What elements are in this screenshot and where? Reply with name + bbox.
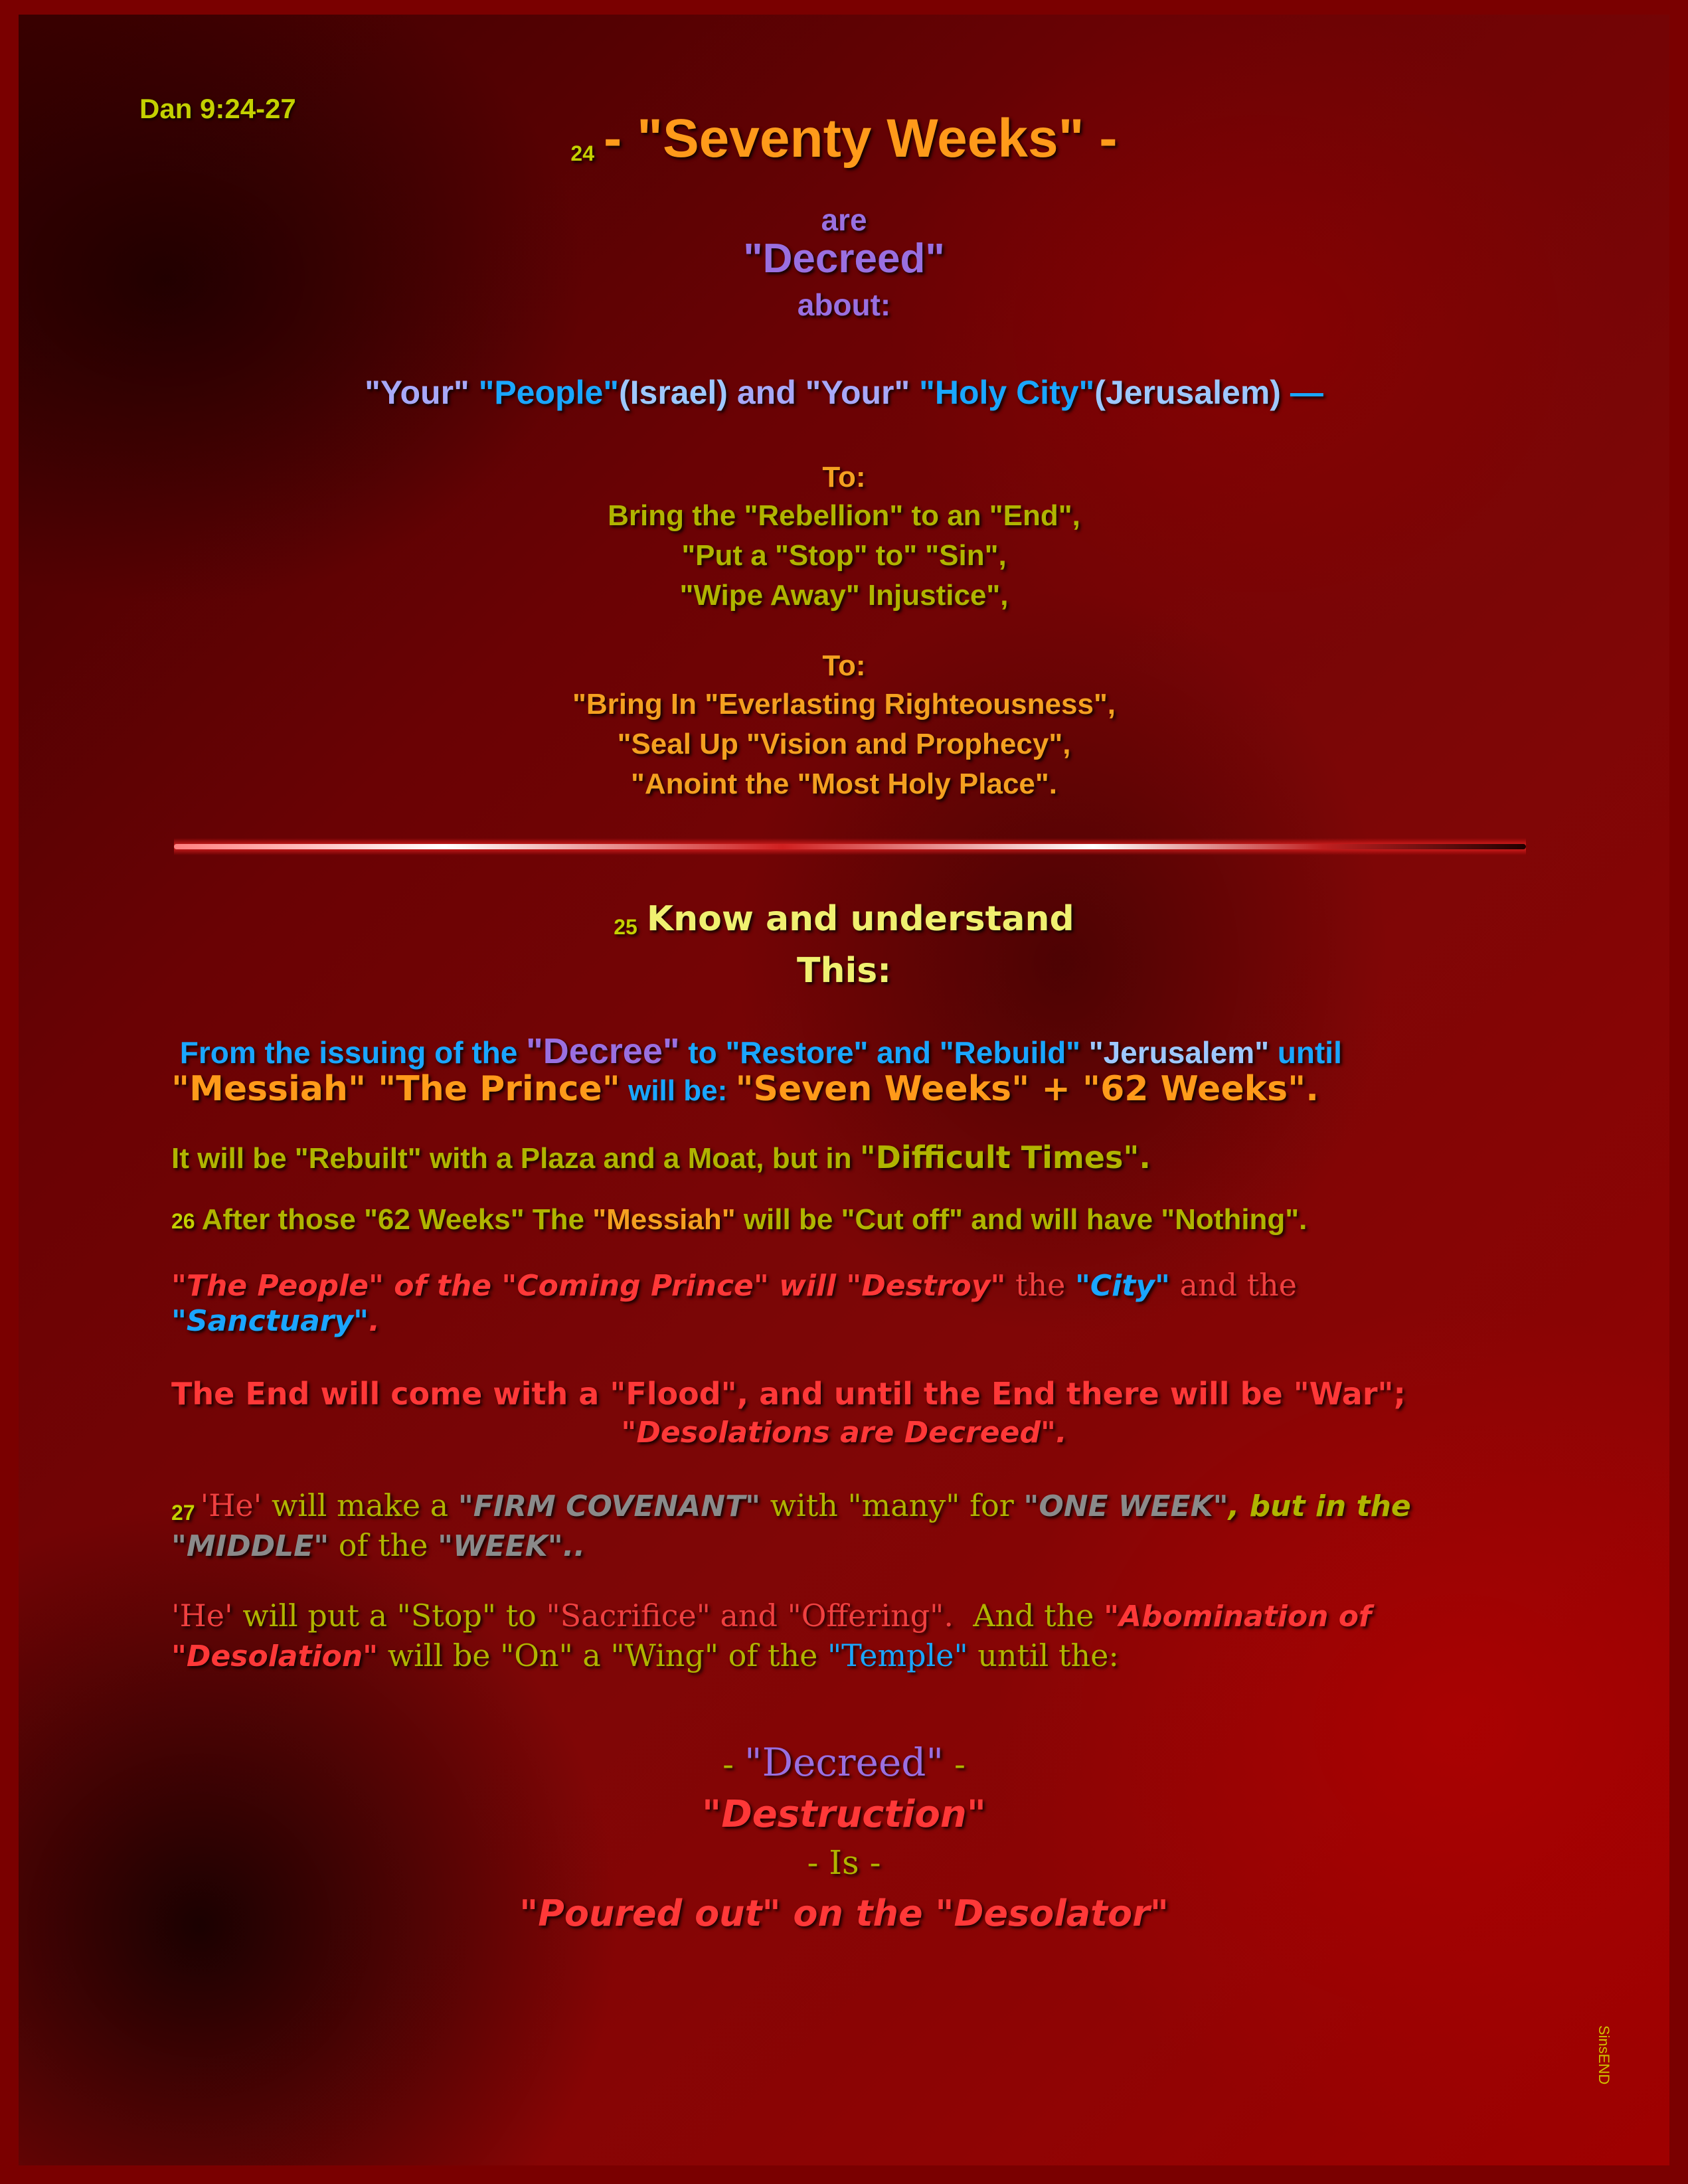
dash-left: - xyxy=(722,1745,744,1784)
sanctuary-line xyxy=(171,1304,1499,1338)
sacrifice-line xyxy=(171,1598,1499,1634)
purpose-item-6: "Anoint the "Most Holy Place". xyxy=(631,768,1057,800)
comma: , xyxy=(1228,1489,1250,1523)
people-city-line xyxy=(0,373,1688,412)
verse-26-after-line xyxy=(171,1203,1499,1236)
decree-line xyxy=(171,1031,1499,1072)
purpose-item-3: "Wipe Away" Injustice", xyxy=(679,579,1009,612)
after-62-weeks-text: After those "62 Weeks" The xyxy=(201,1203,593,1236)
until-text: until xyxy=(1269,1035,1342,1070)
weeks-sum-text: "Seven Weeks" + "62 Weeks". xyxy=(735,1069,1319,1109)
verse-number-26: 26 xyxy=(171,1209,195,1233)
holy-city-text: "Holy City" xyxy=(919,374,1095,411)
the-text: the xyxy=(1005,1267,1075,1303)
signature-watermark: SinsEND xyxy=(1596,2025,1612,2085)
middle-week-line xyxy=(171,1527,1499,1563)
will-be-text: will be: xyxy=(620,1074,736,1107)
purpose-item-1: Bring the "Rebellion" to an "End", xyxy=(608,499,1080,532)
poured-out-text: "Poured out" on the "Desolator" xyxy=(519,1892,1169,1934)
ellipsis: .. xyxy=(562,1529,586,1563)
end-flood-line: The End will come with a "Flood", and until the End there will be "War"; xyxy=(171,1376,1406,1412)
to-label-1: To: xyxy=(822,461,866,493)
rebuilt-text: It will be "Rebuilt" with a Plaza and a Moat, but in xyxy=(171,1142,860,1175)
put-a-stop-text: will put a "Stop" to xyxy=(232,1598,547,1634)
and-the-text-2: And the xyxy=(953,1598,1104,1634)
temple-line xyxy=(171,1638,1499,1673)
sanctuary-period: . xyxy=(369,1304,380,1338)
desolation-text: "Desolation" xyxy=(171,1639,379,1673)
verse-25-heading xyxy=(0,899,1688,940)
coming-prince-line xyxy=(171,1267,1499,1303)
messiah-prince-text: "Messiah" "The Prince" xyxy=(171,1069,620,1109)
people-text: "People" xyxy=(478,374,619,411)
city-text: "City" xyxy=(1074,1269,1170,1303)
week-text: "WEEK" xyxy=(438,1529,563,1563)
until-the-text: until the: xyxy=(968,1638,1119,1673)
on-a-wing-text: will be "On" a "Wing" of the xyxy=(378,1638,827,1673)
is-text: - Is - xyxy=(807,1843,881,1882)
purpose-item-5: "Seal Up "Vision and Prophecy", xyxy=(617,728,1071,760)
cut-off-text: will be "Cut off" and will have "Nothing". xyxy=(735,1203,1308,1236)
from-issuing-text: From the issuing of the xyxy=(171,1035,527,1070)
decreed-text: "Decreed" xyxy=(743,236,945,282)
one-week-text: "ONE WEEK" xyxy=(1023,1489,1228,1523)
will-make-a-text: will make a xyxy=(262,1487,458,1523)
temple-text: "Temple" xyxy=(827,1638,968,1673)
decreed-closing-text: "Decreed" xyxy=(744,1740,944,1785)
seventy-weeks-title: - "Seventy Weeks" - xyxy=(604,108,1118,169)
firm-covenant-text: "FIRM COVENANT" xyxy=(458,1489,761,1523)
scripture-reference: Dan 9:24-27 xyxy=(139,93,296,124)
sacrifice-offering-text: "Sacrifice" and "Offering". xyxy=(546,1598,954,1634)
he-text: 'He' xyxy=(200,1487,262,1523)
but-in-the-text: but in the xyxy=(1249,1489,1411,1523)
difficult-times-text: "Difficult Times". xyxy=(859,1139,1151,1175)
destruction-text: "Destruction" xyxy=(702,1793,986,1836)
glowing-divider xyxy=(174,838,1526,855)
and-your-text: and "Your" xyxy=(736,374,920,411)
jerusalem-text: "Jerusalem" xyxy=(1088,1035,1269,1070)
dash-right: - xyxy=(944,1745,966,1784)
he-text-2: 'He' xyxy=(171,1598,233,1634)
purpose-item-4: "Bring In "Everlasting Righteousness", xyxy=(572,688,1116,720)
with-many-text: with "many" for xyxy=(760,1487,1024,1523)
purpose-item-2: "Put a "Stop" to" "Sin", xyxy=(681,539,1007,572)
messiah-text: "Messiah" xyxy=(592,1203,736,1236)
em-dash: — xyxy=(1290,374,1323,411)
rebuilt-line xyxy=(171,1139,1499,1175)
decree-text: "Decree" xyxy=(526,1031,680,1071)
middle-text: "MIDDLE" xyxy=(171,1529,329,1563)
verse-24-title xyxy=(0,108,1688,170)
verse-number-24: 24 xyxy=(570,141,595,166)
verse-number-25: 25 xyxy=(614,915,637,940)
about-text: about: xyxy=(797,288,891,322)
people-coming-prince-text: "The People" of the "Coming Prince" will "Destroy" xyxy=(171,1269,1006,1303)
decreed-closing-line xyxy=(0,1740,1688,1785)
messiah-prince-line xyxy=(171,1069,1499,1109)
abomination-text: "Abomination of xyxy=(1104,1600,1372,1634)
are-text: are xyxy=(821,203,867,237)
of-the-text: of the xyxy=(329,1527,438,1563)
verse-number-27: 27 xyxy=(171,1501,195,1525)
firm-covenant-line xyxy=(171,1487,1526,1525)
israel-text: (Israel) xyxy=(618,374,737,411)
jerusalem-text: (Jerusalem) xyxy=(1094,374,1290,411)
and-the-text: and the xyxy=(1169,1267,1297,1303)
this-text: This: xyxy=(796,951,892,991)
your-text: "Your" xyxy=(365,374,479,411)
sanctuary-text: "Sanctuary" xyxy=(171,1304,369,1338)
know-and-understand: Know and understand xyxy=(646,899,1074,939)
restore-rebuild-text: to "Restore" and "Rebuild" xyxy=(679,1035,1089,1070)
desolations-decreed: "Desolations are Decreed". xyxy=(621,1416,1067,1450)
to-label-2: To: xyxy=(822,649,866,682)
